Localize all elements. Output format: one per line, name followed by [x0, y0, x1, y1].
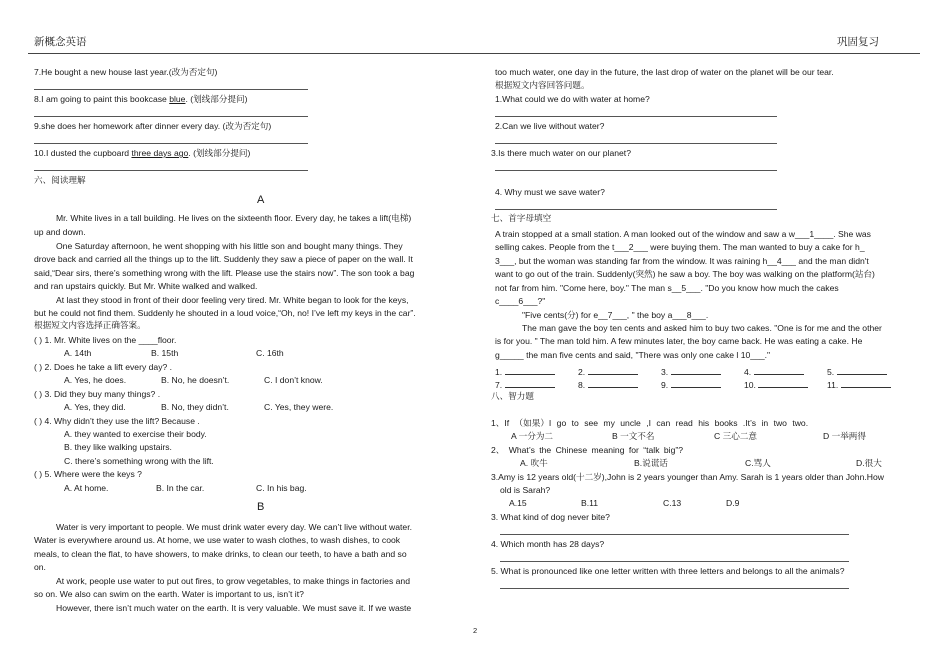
question-a2: ( ) 2. Does he take a lift every day? .	[34, 362, 173, 372]
passage-a-instruction: 根据短文内容选择正确答案。	[34, 320, 146, 330]
answer-line-10	[34, 170, 308, 171]
q8-underlined: blue	[169, 94, 186, 104]
question-b1: 1.What could we do with water at home?	[495, 94, 650, 104]
question-b2: 2.Can we live without water?	[495, 121, 605, 131]
page-number: 2	[473, 626, 478, 635]
option-a5-b: B. In the car.	[156, 483, 205, 493]
blank-3[interactable]	[661, 365, 721, 378]
option-a2-a: A. Yes, he does.	[64, 375, 127, 385]
passage-b-line: Water is everywhere around us. At home, we use water to wash clothes, to wash dishes, to cook	[34, 535, 401, 545]
iq-question-2: 2、 What’s the Chinese meaning for “talk big”?	[491, 445, 684, 455]
option-a5-c: C. In his bag.	[256, 483, 307, 493]
iq1-option-c: C 三心二意	[714, 431, 757, 441]
blank-label: 3.	[661, 367, 669, 377]
passage-a-line: Mr. White lives in a tall building. He lives on the sixteenth floor. Every day, he takes a lift(电梯)	[56, 213, 412, 223]
option-a3-b: B. No, they didn’t.	[161, 402, 229, 412]
option-a3-a: A. Yes, they did.	[64, 402, 126, 412]
q9: 9.she does her homework after dinner every day. (改为否定句)	[34, 121, 272, 131]
iq-question-3: 3.Amy is 12 years old(十二岁),John is 2 years younger than Amy. Sarah is 1 years older than John.How	[491, 472, 884, 482]
passage-a-line: said,“Dear sirs, there’s something wrong with the lift. Please use the stairs now”. The son took a bag	[34, 268, 415, 278]
passage-a-line: At last they stood in front of their door feeling very tired. Mr. White began to look for the keys,	[56, 295, 409, 305]
cloze-line: "Five cents(分) for e__7___, " the boy a___8___.	[522, 310, 709, 320]
blank-7[interactable]	[495, 378, 555, 391]
section-7-title: 七、首字母填空	[491, 213, 552, 223]
blank-line	[505, 365, 555, 375]
option-a4-c: C. there’s something wrong with the lift.	[64, 456, 214, 466]
answer-line-b2	[495, 143, 777, 144]
iq3-option-a: A.15	[509, 498, 527, 508]
blank-line	[754, 365, 804, 375]
cloze-line: not far from him. "Come here, boy." The man s__5___. "Do you know how much the cakes	[495, 283, 839, 293]
cloze-line: is for you. " The man told him. A few minutes later, the boy came back. He was eating a cake. He	[495, 336, 863, 346]
option-a1-c: C. 16th	[256, 348, 284, 358]
passage-b-line: so on. We also can swim on the earth. Water is important to us, isn’t it?	[34, 589, 304, 599]
blank-line	[841, 378, 891, 388]
blank-label: 8.	[578, 380, 586, 390]
answer-line-b4	[495, 209, 777, 210]
section-8-title: 八、智力题	[491, 391, 534, 401]
iq3-option-b: B.11	[581, 498, 599, 508]
answer-line-b3	[495, 170, 777, 171]
cloze-line: selling cakes. People from the t___2___ were buying them. The man wanted to buy a cake for h_	[495, 242, 865, 252]
question-a1: ( ) 1. Mr. White lives on the ____floor.	[34, 335, 177, 345]
option-a3-c: C. Yes, they were.	[264, 402, 334, 412]
answer-line-9	[34, 143, 308, 144]
blank-label: 1.	[495, 367, 503, 377]
q10-text: 10.I dusted the cupboard	[34, 148, 132, 158]
blank-label: 10.	[744, 380, 756, 390]
blank-label: 5.	[827, 367, 835, 377]
q8-tail: . (划线部分提问)	[185, 94, 248, 104]
passage-a-line: and ran upstairs quickly. But Mr. White walked and walked.	[34, 281, 258, 291]
blank-4[interactable]	[744, 365, 804, 378]
cloze-line: A train stopped at a small station. A man looked out of the window and saw a w___1____. She was	[495, 229, 871, 239]
header-left: 新概念英语	[34, 36, 87, 48]
iq-question-1: 1、If （如果）I go to see my uncle ,I can read his books .It’s in two two.	[491, 418, 809, 428]
option-a1-b: B. 15th	[151, 348, 179, 358]
blank-5[interactable]	[827, 365, 887, 378]
answer-line-b1	[495, 116, 777, 117]
answer-line-7	[34, 89, 308, 90]
passage-a-title: A	[257, 194, 265, 206]
blank-10[interactable]	[744, 378, 808, 391]
q10-underlined: three days ago	[131, 148, 189, 158]
blank-label: 4.	[744, 367, 752, 377]
option-a5-a: A. At home.	[64, 483, 109, 493]
blank-line	[758, 378, 808, 388]
header-rule	[28, 53, 920, 54]
passage-b-line: Water is very important to people. We must drink water every day. We can’t live without water.	[56, 522, 412, 532]
passage-b-title: B	[257, 501, 265, 513]
passage-b-line: However, there isn’t much water on the earth. It is very valuable. We must save it. If we waste	[56, 603, 412, 613]
answer-line-iq4	[500, 534, 849, 535]
header-right: 巩固复习	[837, 36, 879, 48]
iq2-option-b: B.说谎话	[634, 458, 668, 468]
blank-label: 7.	[495, 380, 503, 390]
blank-8[interactable]	[578, 378, 638, 391]
passage-b-line: on.	[34, 562, 46, 572]
passage-b-line: At work, people use water to put out fires, to grow vegetables, to make things in factories and	[56, 576, 410, 586]
question-b4: 4. Why must we save water?	[495, 187, 605, 197]
iq-question-4: 3. What kind of dog never bite?	[491, 512, 610, 522]
passage-b-instruction: 根据短文内容回答问题。	[495, 80, 590, 90]
q10	[34, 148, 250, 159]
passage-a-line: but he could not find them. Suddenly he shouted in a loud voice,“Oh, no! I’ve left my keys in the car”.	[34, 308, 416, 318]
passage-a-line: One Saturday afternoon, he went shopping with his little son and bought many things. They	[56, 241, 403, 251]
passage-a-line: up and down.	[34, 227, 86, 237]
blank-11[interactable]	[827, 378, 891, 391]
iq1-option-b: B 一文不名	[612, 431, 655, 441]
q7: 7.He bought a new house last year.(改为否定句)	[34, 67, 218, 77]
q8	[34, 94, 248, 105]
answer-line-iq6	[500, 588, 849, 589]
passage-b-line: meals, to clean the flat, to have showers, to make drinks, to clean our teeth, to have a bath and so	[34, 549, 407, 559]
blank-2[interactable]	[578, 365, 638, 378]
blank-label: 11.	[827, 380, 839, 390]
blank-label: 9.	[661, 380, 669, 390]
q10-tail: . (划线部分提问)	[188, 148, 251, 158]
blank-line	[671, 365, 721, 375]
iq2-option-a: A. 吹牛	[520, 458, 548, 468]
iq3-option-c: C.13	[663, 498, 682, 508]
question-a5: ( ) 5. Where were the keys ?	[34, 469, 142, 479]
blank-line	[505, 378, 555, 388]
cloze-line: want to go out of the train. Suddenly(突然) he saw a boy. The boy was walking on the platform(站台)	[495, 269, 875, 279]
iq-question-6: 5. What is pronounced like one letter written with three letters and belongs to all the animals?	[491, 566, 845, 576]
blank-1[interactable]	[495, 365, 555, 378]
q8-text: 8.I am going to paint this bookcase	[34, 94, 170, 104]
blank-9[interactable]	[661, 378, 721, 391]
iq2-option-d: D.很大	[856, 458, 882, 468]
blank-line	[837, 365, 887, 375]
blank-line	[588, 378, 638, 388]
answer-line-iq5	[500, 561, 849, 562]
passage-b-line: too much water, one day in the future, the last drop of water on the planet will be our tear.	[495, 67, 834, 77]
question-a4: ( ) 4. Why didn’t they use the lift? Because .	[34, 416, 200, 426]
section-6-title: 六、阅读理解	[34, 175, 86, 185]
option-a4-a: A. they wanted to exercise their body.	[64, 429, 207, 439]
iq-question-3-cont: old is Sarah?	[500, 485, 551, 495]
iq1-option-a: A 一分为二	[511, 431, 554, 441]
iq2-option-c: C.骂人	[745, 458, 771, 468]
option-a2-b: B. No, he doesn’t.	[161, 375, 230, 385]
answer-line-8	[34, 116, 308, 117]
blank-label: 2.	[578, 367, 586, 377]
blank-line	[588, 365, 638, 375]
option-a1-a: A. 14th	[64, 348, 92, 358]
iq-question-5: 4. Which month has 28 days?	[491, 539, 605, 549]
cloze-line: The man gave the boy ten cents and asked him to buy two cakes. "One is for me and the other	[522, 323, 882, 333]
cloze-line: g_____ the man five cents and said, "There was only one cake l 10___."	[495, 350, 771, 360]
iq3-option-d: D.9	[726, 498, 740, 508]
passage-a-line: drove back and carried all the things up to the lift. Suddenly they saw a piece of paper on the wall. It	[34, 254, 413, 264]
question-a3: ( ) 3. Did they buy many things? .	[34, 389, 161, 399]
option-a4-b: B. they like walking upstairs.	[64, 442, 172, 452]
option-a2-c: C. I don’t know.	[264, 375, 323, 385]
blank-line	[671, 378, 721, 388]
iq1-option-d: D 一举两得	[823, 431, 866, 441]
cloze-line: c____6___?"	[495, 296, 546, 306]
cloze-line: 3___, but the woman was standing far from the window. It was raining h__4___ and the man didn't	[495, 256, 869, 266]
question-b3: 3.Is there much water on our planet?	[491, 148, 631, 158]
